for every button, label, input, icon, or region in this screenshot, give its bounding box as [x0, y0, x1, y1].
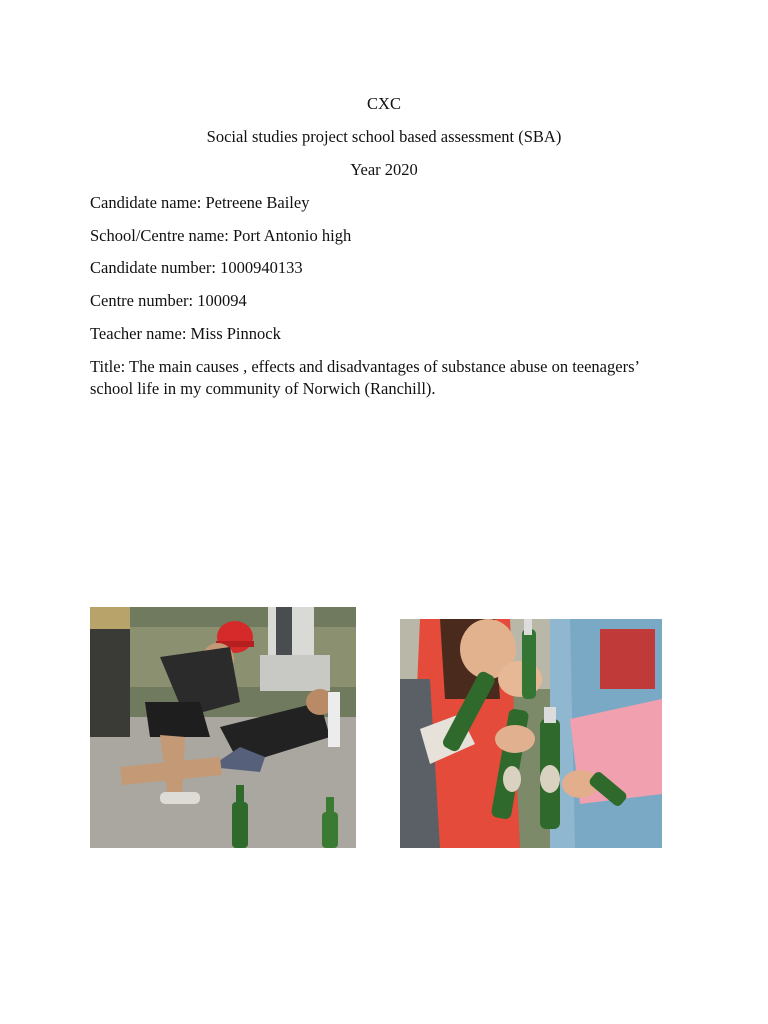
- centre-number: Centre number: 100094: [90, 291, 247, 310]
- teacher-name: Teacher name: Miss Pinnock: [90, 324, 281, 343]
- project-title-line-1: Title: The main causes , effects and disadvantages of substance abuse on teenagers’: [90, 357, 640, 376]
- exam-board: CXC: [367, 94, 401, 113]
- candidate-number: Candidate number: 1000940133: [90, 258, 303, 277]
- photo-toasting-teens: [400, 619, 662, 848]
- candidate-name: Candidate name: Petreene Bailey: [90, 193, 310, 212]
- school-name: School/Centre name: Port Antonio high: [90, 226, 352, 245]
- photo-teen-collapsed-bottles-icon: [90, 607, 356, 848]
- project-title-line-2: school life in my community of Norwich (Ranchill).: [90, 379, 436, 398]
- project-year: Year 2020: [350, 160, 418, 179]
- photo-collapsed-teen: [90, 607, 356, 848]
- project-title: [90, 356, 690, 400]
- photo-teens-toasting-beer-bottles-icon: [400, 619, 662, 848]
- project-subtitle: Social studies project school based assessment (SBA): [206, 127, 562, 146]
